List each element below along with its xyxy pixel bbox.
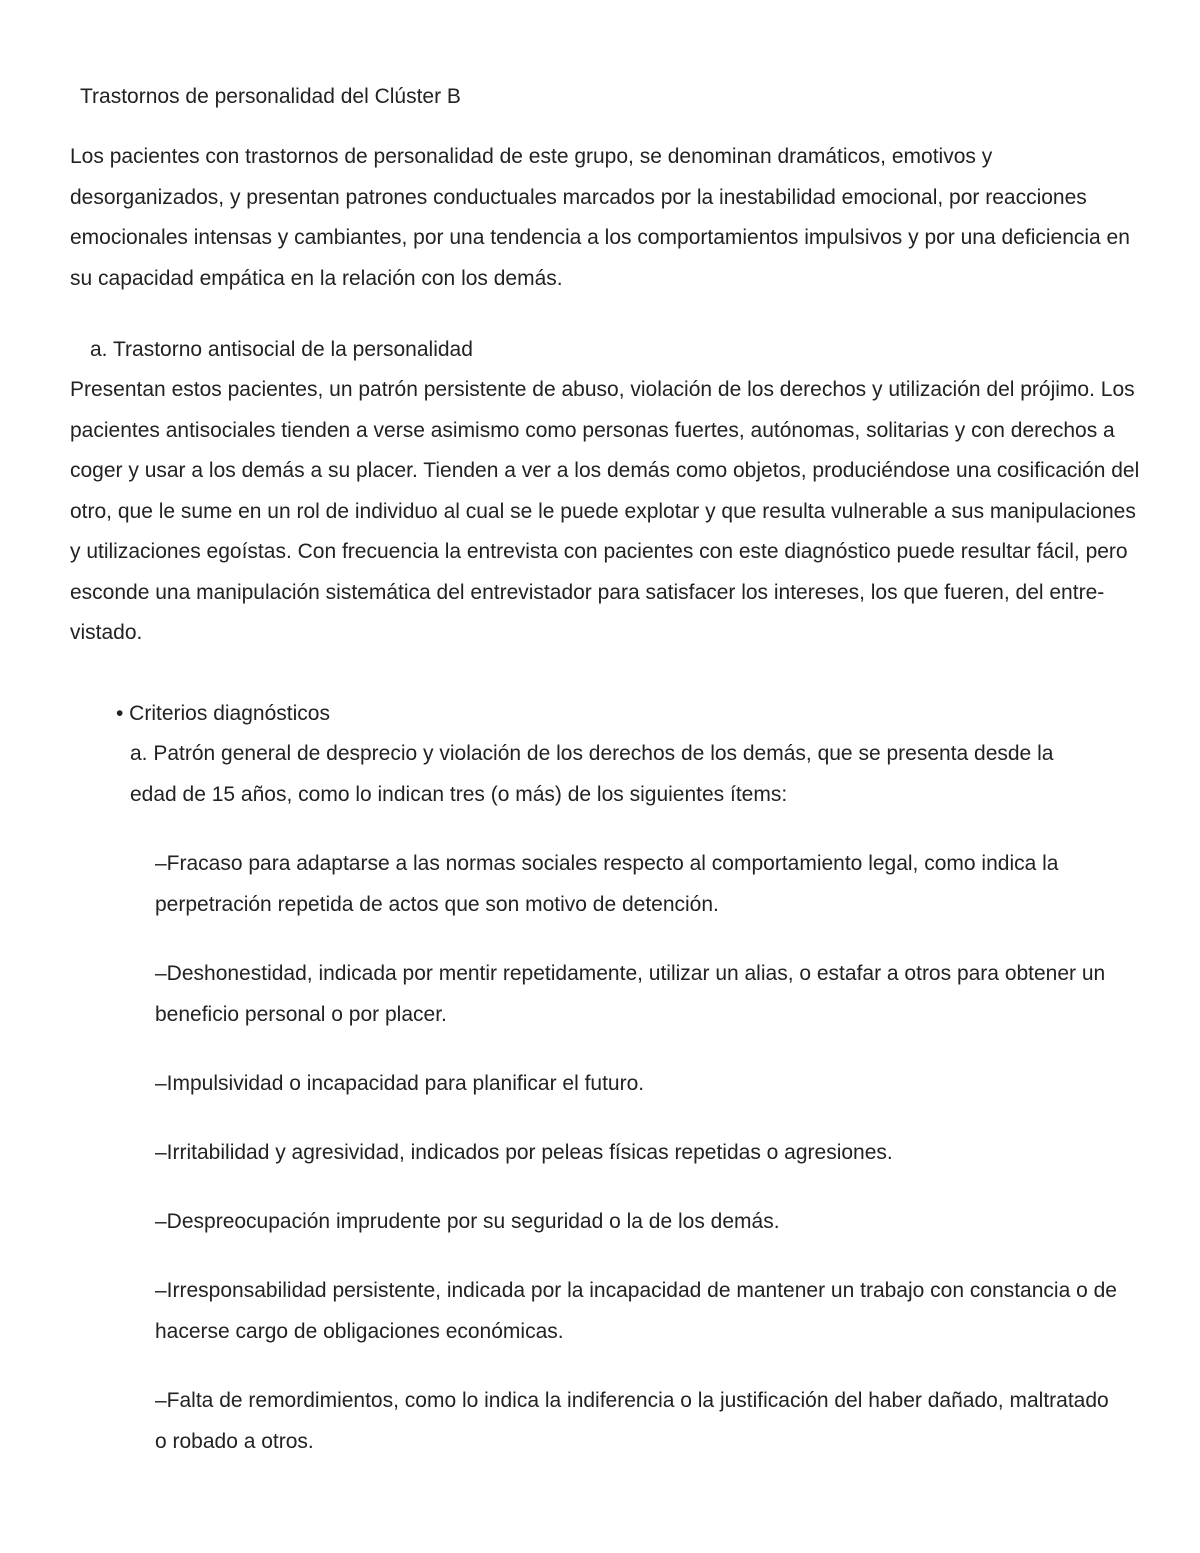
list-item: –Despreocupación imprudente por su seguridad o la de los demás.	[155, 1210, 780, 1233]
section-heading-antisocial: a. Trastorno antisocial de la personalidad	[90, 338, 473, 361]
criterion-a: a. Patrón general de desprecio y violación de los derechos de los demás, que se presenta desde la edad de 15 años, como lo indican tres (o más) de los siguientes ítems:	[130, 742, 1054, 806]
list-item: –Irresponsabilidad persistente, indicada por la incapacidad de mantener un trabajo con constancia o de hacerse cargo de obligaciones económicas.	[155, 1279, 1117, 1343]
list-item: –Irritabilidad y agresividad, indicados por peleas físicas repetidas o agresiones.	[155, 1141, 893, 1164]
intro-paragraph: Los pacientes con trastornos de personalidad de este grupo, se denominan dramáticos, emotivos y desorganizados, y presentan patrones conductuales marcados por la inestabilidad emocional, por reacciones emocionales intensas y cambiantes, por una tendencia a los comportamientos impulsivos y por una deficiencia en su capacidad empática en la relación con los demás.	[70, 145, 1130, 290]
section-body-paragraph: Presentan estos pacientes, un patrón persistente de abuso, violación de los derechos y utilización del prójimo. Los pacientes antisociales tienden a verse asimismo como personas fuertes, autónomas, solitarias y con derechos a coger y usar a los demás a su placer. Tienden a ver a los demás como objetos, produciéndose una cosificación del otro, que le sume en un rol de individuo al cual se le puede explotar y que resulta vulnerable a sus manipulaciones y utilizaciones egoístas. Con frecuencia la entrevista con pacientes con este diagnóstico puede resultar fácil, pero esconde una manipulación sistemática del entrevistador para satisfacer los intereses, los que fueren, del entre-vistado.	[70, 378, 1140, 644]
list-item: –Impulsividad o incapacidad para planificar el futuro.	[155, 1072, 645, 1095]
list-item: –Fracaso para adaptarse a las normas sociales respecto al comportamiento legal, como indica la perpetración repetida de actos que son motivo de detención.	[155, 852, 1059, 916]
criteria-items-list	[155, 843, 1125, 1490]
document-title: Trastornos de personalidad del Clúster B	[80, 85, 461, 108]
list-item: –Falta de remordimientos, como lo indica la indiferencia o la justificación del haber dañado, maltratado o robado a otros.	[155, 1389, 1109, 1453]
criteria-label: • Criterios diagnósticos	[116, 702, 330, 725]
list-item: –Deshonestidad, indicada por mentir repetidamente, utilizar un alias, o estafar a otros para obtener un beneficio personal o por placer.	[155, 962, 1106, 1026]
